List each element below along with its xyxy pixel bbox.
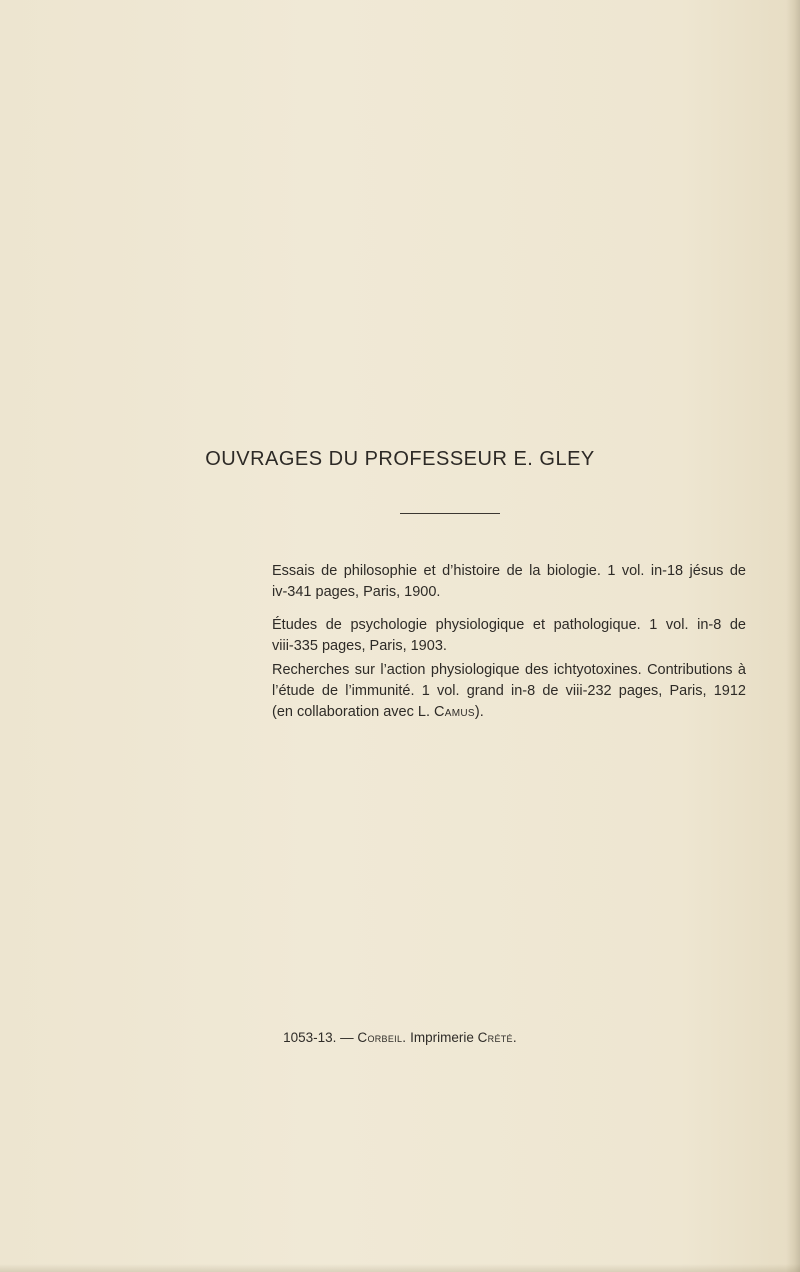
bibliography-entry-1 bbox=[272, 561, 746, 603]
imprint-city: Corbeil. bbox=[357, 1030, 407, 1045]
entry-text: (en collaboration avec L. bbox=[272, 704, 435, 720]
page-bottom-shadow bbox=[0, 1264, 800, 1272]
entry-text: ). bbox=[474, 704, 484, 720]
bibliography-entry-3 bbox=[272, 660, 746, 723]
entry-line bbox=[272, 702, 746, 723]
entry-line: Études de psychologie physiologique et pathologique. 1 vol. in-8 de bbox=[272, 617, 746, 633]
printer-name: Crété. bbox=[477, 1030, 517, 1045]
page-title: OUVRAGES DU PROFESSEUR E. GLEY bbox=[205, 448, 595, 470]
entry-line: Essais de philosophie et d’histoire de la biologie. 1 vol. in-18 jésus de bbox=[272, 563, 746, 579]
author-name: Camus bbox=[434, 704, 475, 720]
entry-line: Recherches sur l’action physiologique des ichtyotoxines. Contributions à bbox=[272, 662, 746, 678]
page-edge-shadow bbox=[786, 0, 800, 1272]
entry-line: viii-335 pages, Paris, 1903. bbox=[272, 638, 447, 654]
imprint-label: Imprimerie bbox=[410, 1030, 474, 1045]
bibliography-entry-2 bbox=[272, 615, 746, 657]
imprint-dash: — bbox=[340, 1030, 354, 1045]
entry-line: iv-341 pages, Paris, 1900. bbox=[272, 584, 441, 600]
entry-line: l’étude de l’immunité. 1 vol. grand in-8 de viii-232 pages, Paris, 1912 bbox=[272, 683, 746, 699]
print-number: 1053-13. bbox=[283, 1030, 337, 1045]
divider-rule bbox=[400, 513, 500, 514]
printer-imprint bbox=[0, 1030, 800, 1045]
